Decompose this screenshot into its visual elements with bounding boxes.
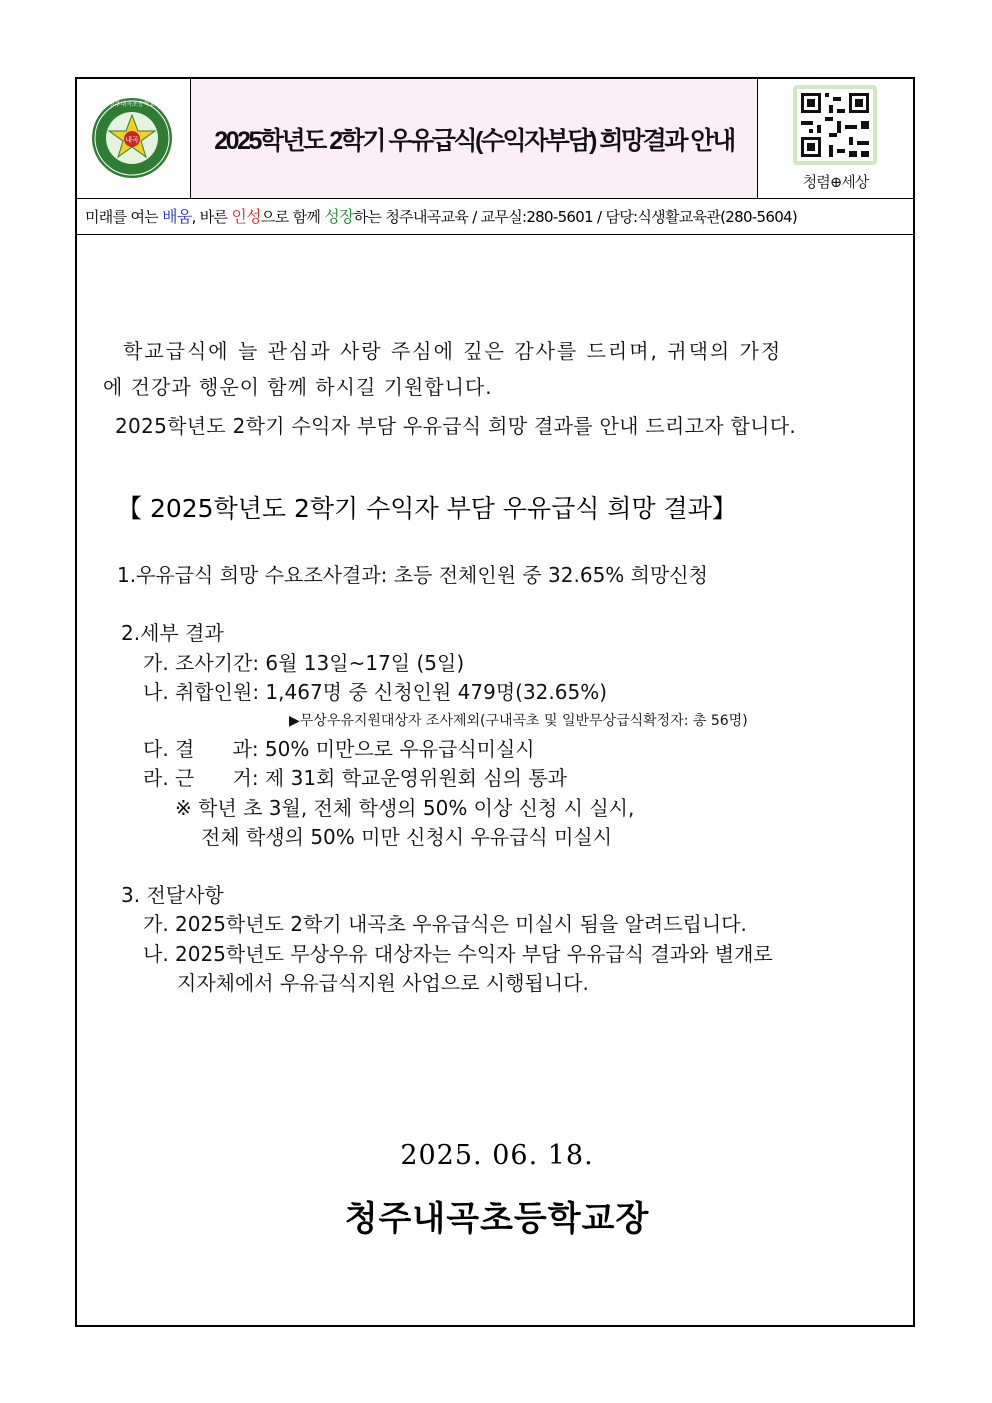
intro-line-3: 2025학년도 2학기 수익자 부담 우유급식 희망 결과를 안내 드리고자 합니다.	[115, 414, 797, 438]
intro-line-1: 학교급식에 늘 관심과 사랑 주심에 깊은 감사를 드리며, 귀댁의 가정	[123, 339, 783, 363]
slogan-keyword-character: 인성	[231, 207, 261, 226]
item-2-b-note: ▶무상우유지원대상자 조사제외(구내곡초 및 일반무상급식확정자: 총 56명)	[289, 713, 748, 729]
item-2-note-1: ※ 학년 초 3월, 전체 학생의 50% 이상 신청 시 실시,	[175, 796, 635, 820]
integrity-slogan: 청렴⊕세상	[802, 173, 869, 191]
slogan-keyword-learning: 배움	[162, 207, 192, 226]
notice-frame	[75, 77, 915, 1327]
item-3-b-line-2: 지자체에서 우유급식지원 사업으로 시행됩니다.	[177, 971, 589, 995]
slogan-keyword-growth: 성장	[324, 207, 354, 226]
header-row	[77, 79, 913, 199]
item-2-b: 나. 취합인원: 1,467명 중 신청인원 479명(32.65%)	[143, 680, 608, 704]
qr-cell	[758, 79, 913, 198]
school-logo	[77, 79, 191, 198]
item-3-title: 3. 전달사항	[121, 883, 224, 907]
slogan-text-2: , 바른	[191, 208, 232, 226]
title-cell	[191, 79, 758, 198]
principal-signature: 청주내곡초등학교장	[344, 1199, 650, 1239]
issue-date: 2025. 06. 18.	[400, 1140, 594, 1171]
intro-line-2: 에 건강과 행운이 함께 하시길 기원합니다.	[103, 375, 493, 399]
logo-ring-text: 청주내곡초등학교	[108, 101, 156, 108]
item-2-title: 2.세부 결과	[121, 621, 224, 645]
logo-center-text: 내곡	[125, 136, 139, 144]
item-2-c: 다. 결 과: 50% 미만으로 우유급식미실시	[143, 737, 535, 761]
slogan-contact: 하는 청주내곡교육 / 교무실:280-5601 / 담당:식생활교육관(280-5604)	[353, 208, 798, 226]
slogan-text-1: 미래를 여는	[85, 208, 163, 226]
item-3-b-line-1: 나. 2025학년도 무상우유 대상자는 수익자 부담 우유급식 결과와 별개로	[143, 942, 773, 966]
item-2-note-2: 전체 학생의 50% 미만 신청시 우유급식 미실시	[201, 825, 613, 849]
item-2-d: 라. 근 거: 제 31회 학교운영위원회 심의 통과	[143, 766, 567, 790]
item-1: 1.우유급식 희망 수요조사결과: 초등 전체인원 중 32.65% 희망신청	[117, 563, 708, 587]
qr-code-icon	[793, 85, 877, 165]
item-2-a: 가. 조사기간: 6월 13일~17일 (5일)	[143, 651, 465, 675]
page-title: 2025학년도 2학기 우유급식(수익자부담) 희망결과 안내	[214, 126, 734, 155]
school-emblem-icon	[77, 79, 191, 198]
section-heading: 【 2025학년도 2학기 수익자 부담 우유급식 희망 결과】	[117, 494, 737, 523]
slogan-bar	[77, 199, 913, 235]
item-3-a: 가. 2025학년도 2학기 내곡초 우유급식은 미실시 됨을 알려드립니다.	[143, 912, 747, 936]
slogan-text-3: 으로 함께	[260, 208, 325, 226]
